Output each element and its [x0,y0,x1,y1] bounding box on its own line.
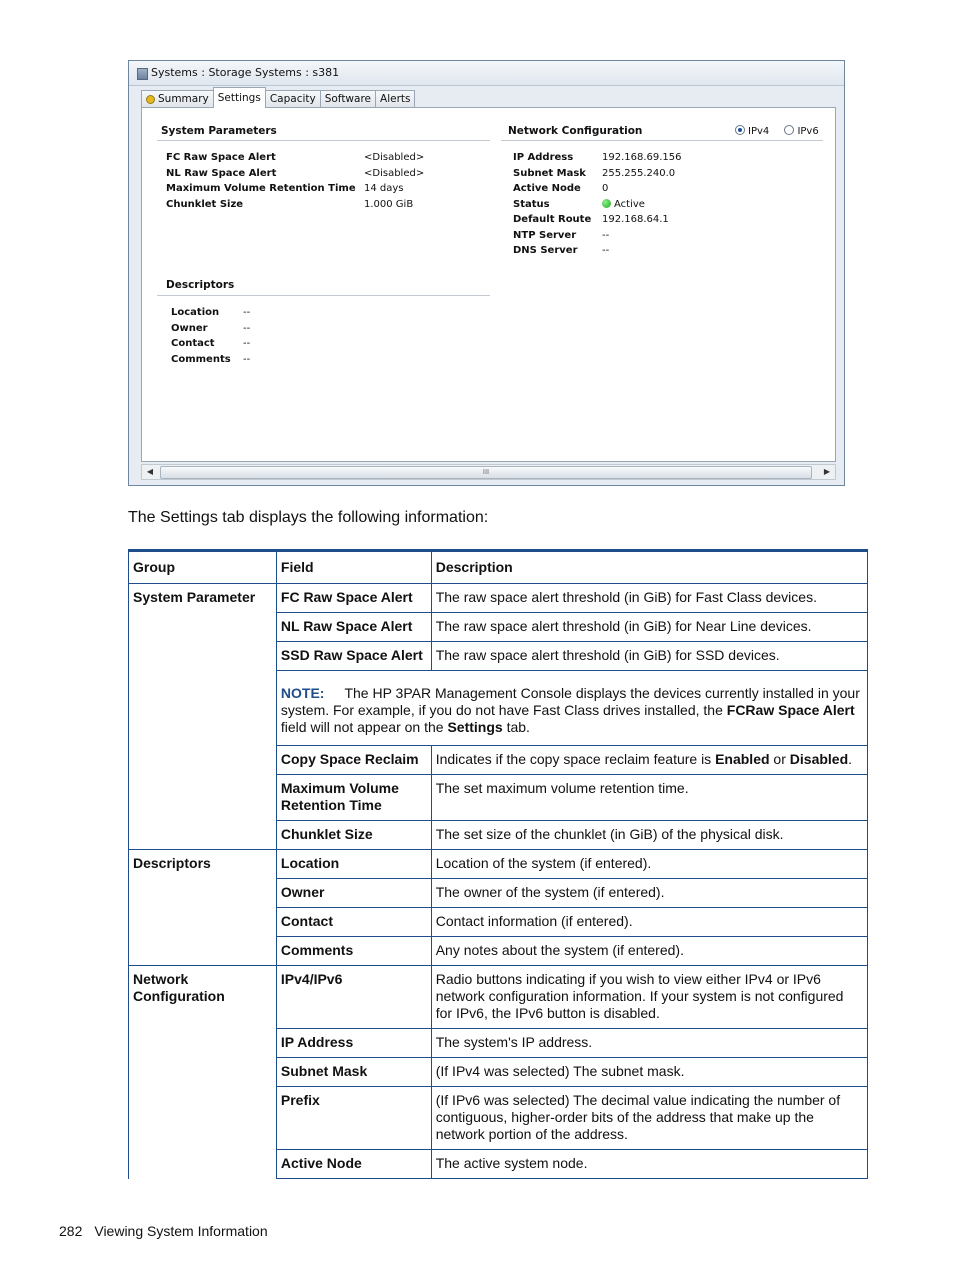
tab-summary[interactable] [141,90,214,108]
field-cell: Chunklet Size [276,821,431,850]
desc-text: . [848,751,853,767]
description-cell: The owner of the system (if entered). [431,879,867,908]
page-number: 282 [59,1223,83,1239]
description-cell: The raw space alert threshold (in GiB) for Fast Class devices. [431,584,867,613]
field-cell: Location [276,850,431,879]
network-value: 192.168.69.156 [602,152,682,163]
note-label: NOTE: [280,685,325,701]
description-cell: Radio buttons indicating if you wish to view either IPv4 or IPv6 network configuration information. If your system is not configured for IPv6, the IPv6 button is disabled. [431,966,867,1029]
param-key: NL Raw Space Alert [166,167,277,179]
tab-strip [141,88,414,108]
table-header-row [129,551,868,584]
description-cell: (If IPv6 was selected) The decimal value indicating the number of contiguous, higher-order bits of the address that make up the network portion of the address. [431,1087,867,1150]
description-cell: (If IPv4 was selected) The subnet mask. [431,1058,867,1087]
page-footer [59,1223,268,1239]
field-cell: Contact [276,908,431,937]
horizontal-scrollbar[interactable] [141,464,836,480]
field-cell: NL Raw Space Alert [276,613,431,642]
param-value: 14 days [364,183,404,194]
descriptor-value: -- [243,322,251,334]
header-group: Group [129,551,277,584]
field-cell: Prefix [276,1087,431,1150]
network-key: IP Address [513,152,574,163]
descriptors-heading: Descriptors [166,279,235,291]
tab-alerts-label: Alerts [380,93,411,105]
param-value: <Disabled> [364,152,425,163]
note-cell [276,671,867,746]
description-cell: The raw space alert threshold (in GiB) for Near Line devices. [431,613,867,642]
note-text: The HP 3PAR Management Console displays the devices currently installed in your system. For example, if you do not have Fast Class drives installed, the [280,685,860,718]
group-cell: System Parameter [129,584,277,850]
tab-alerts[interactable] [375,90,415,108]
network-value: 192.168.64.1 [602,214,669,225]
field-cell: Active Node [276,1150,431,1179]
desc-bold: Enabled [715,751,770,767]
desc-text: or [769,751,790,767]
header-description: Description [431,551,867,584]
ipv6-label: IPv6 [797,126,819,137]
field-cell: Maximum Volume Retention Time [276,775,431,821]
group-cell: Network Configuration [129,966,277,1179]
settings-info-table [128,549,868,1179]
status-value [602,197,682,213]
system-parameters-heading: System Parameters [161,125,277,137]
network-configuration-heading: Network Configuration [508,125,643,137]
network-key: DNS Server [513,245,578,256]
section-divider [157,140,490,141]
network-value: 255.255.240.0 [602,167,676,179]
section-divider [501,140,823,141]
tab-summary-label: Summary [158,93,209,105]
header-field: Field [276,551,431,584]
desc-bold: Disabled [789,751,849,767]
ipv6-radio[interactable] [784,126,818,137]
note-bold-tab: Settings [447,719,503,735]
section-divider [157,295,490,296]
tab-software[interactable] [320,90,376,108]
network-key: NTP Server [513,229,577,241]
description-cell: The active system node. [431,1150,867,1179]
network-value: -- [602,229,610,241]
descriptor-value: -- [243,353,251,365]
network-value: -- [602,245,610,256]
field-cell: Owner [276,879,431,908]
descriptors-keys [171,305,231,367]
ip-version-radios [735,124,819,140]
tab-capacity[interactable] [265,90,321,108]
scroll-left-arrow-icon[interactable]: ◀ [146,467,154,476]
window-title-bar [129,61,844,86]
table-row [129,966,868,1029]
network-key: Default Route [513,214,592,225]
network-keys [513,150,591,259]
tab-software-label: Software [324,93,372,105]
warning-icon [146,95,155,104]
param-key: Maximum Volume Retention Time [166,183,356,194]
system-parameters-keys [166,150,356,212]
network-key: Subnet Mask [513,167,586,179]
description-cell: The raw space alert threshold (in GiB) for SSD devices. [431,642,867,671]
scroll-right-arrow-icon[interactable]: ▶ [823,467,831,476]
param-key: FC Raw Space Alert [166,152,276,163]
descriptor-key: Contact [171,338,215,349]
field-cell: IPv4/IPv6 [276,966,431,1029]
status-active-icon [602,199,611,208]
field-cell: IP Address [276,1029,431,1058]
settings-panel [141,107,836,462]
description-cell: The set size of the chunklet (in GiB) of the physical disk. [431,821,867,850]
table-row [129,850,868,879]
descriptor-key: Owner [171,322,208,334]
scroll-grip: III [482,468,490,476]
network-key: Active Node [513,183,581,194]
system-parameters-values [364,150,424,212]
radio-unselected-icon [784,125,794,135]
field-cell: Copy Space Reclaim [276,746,431,775]
descriptor-value: -- [243,307,251,318]
tab-settings[interactable] [213,87,266,108]
status-text: Active [614,198,645,210]
tab-settings-label: Settings [217,92,261,104]
description-cell: The set maximum volume retention time. [431,775,867,821]
param-key: Chunklet Size [166,198,244,210]
description-cell: Contact information (if entered). [431,908,867,937]
intro-text: The Settings tab displays the following information: [128,509,489,526]
radio-selected-icon [735,125,745,135]
descriptor-key: Location [171,307,220,318]
param-value: <Disabled> [364,167,425,179]
descriptors-values [243,305,250,367]
network-values [602,150,682,259]
storage-system-icon [137,68,148,80]
param-value: 1.000 GiB [364,198,414,210]
window-title: Systems : Storage Systems : s381 [151,66,340,79]
descriptor-key: Comments [171,353,231,365]
group-cell: Descriptors [129,850,277,966]
desc-text: Indicates if the copy space reclaim feature is [435,751,716,767]
description-cell [431,746,867,775]
field-cell: FC Raw Space Alert [276,584,431,613]
description-cell: Location of the system (if entered). [431,850,867,879]
tab-capacity-label: Capacity [269,93,316,105]
field-cell: Comments [276,937,431,966]
note-bold-field: FCRaw Space Alert [726,702,855,718]
note-text: field will not appear on the [280,719,448,735]
description-cell: Any notes about the system (if entered). [431,937,867,966]
descriptor-value: -- [243,338,251,349]
field-cell: Subnet Mask [276,1058,431,1087]
scroll-thumb[interactable] [160,466,812,479]
field-cell: SSD Raw Space Alert [276,642,431,671]
ipv4-label: IPv4 [748,126,770,137]
footer-section-title: Viewing System Information [94,1223,268,1239]
network-value: 0 [602,183,609,194]
ipv4-radio[interactable] [735,126,769,137]
note-text: tab. [502,719,530,735]
table-row [129,584,868,613]
network-key: Status [513,198,550,210]
console-window [128,60,845,486]
description-cell: The system's IP address. [431,1029,867,1058]
